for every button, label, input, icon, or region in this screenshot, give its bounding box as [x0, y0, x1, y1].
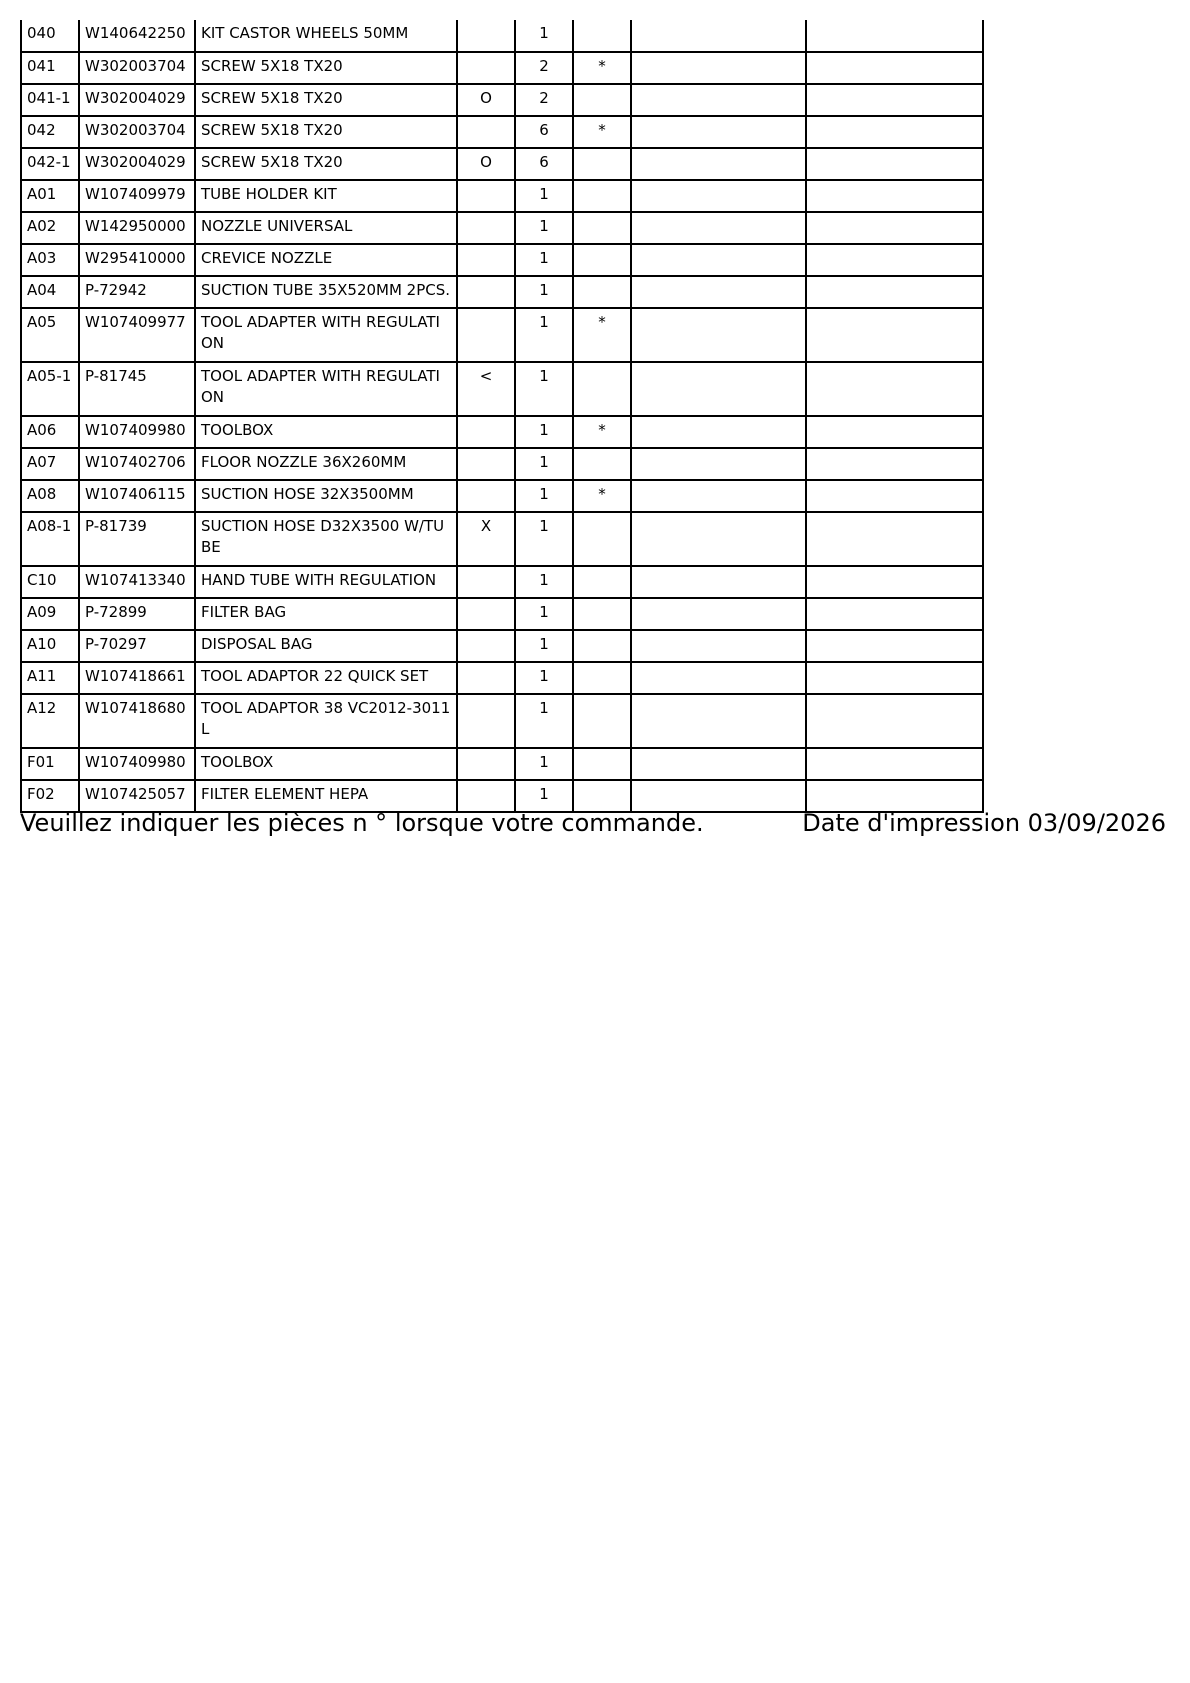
blank-cell-2 — [806, 116, 983, 148]
table-row — [21, 52, 983, 84]
marker-cell — [457, 630, 515, 662]
blank-cell-1 — [631, 52, 806, 84]
quantity-cell: 1 — [515, 180, 573, 212]
part-number-cell: P-72942 — [79, 276, 195, 308]
item-number-cell: 041-1 — [21, 84, 79, 116]
asterisk-cell — [573, 148, 631, 180]
asterisk-cell — [573, 630, 631, 662]
marker-cell: X — [457, 512, 515, 566]
marker-cell — [457, 20, 515, 52]
asterisk-cell — [573, 212, 631, 244]
quantity-cell: 2 — [515, 84, 573, 116]
description-cell: FLOOR NOZZLE 36X260MM — [195, 448, 457, 480]
description-cell: KIT CASTOR WHEELS 50MM — [195, 20, 457, 52]
blank-cell-1 — [631, 180, 806, 212]
blank-cell-2 — [806, 244, 983, 276]
blank-cell-2 — [806, 480, 983, 512]
item-number-cell: 040 — [21, 20, 79, 52]
item-number-cell: A11 — [21, 662, 79, 694]
blank-cell-2 — [806, 20, 983, 52]
item-number-cell: A07 — [21, 448, 79, 480]
asterisk-cell: * — [573, 308, 631, 362]
table-row — [21, 20, 983, 52]
item-number-cell: A05 — [21, 308, 79, 362]
item-number-cell: A06 — [21, 416, 79, 448]
blank-cell-2 — [806, 694, 983, 748]
marker-cell — [457, 180, 515, 212]
asterisk-cell — [573, 448, 631, 480]
item-number-cell: A02 — [21, 212, 79, 244]
description-cell: SCREW 5X18 TX20 — [195, 116, 457, 148]
part-number-cell: P-72899 — [79, 598, 195, 630]
asterisk-cell — [573, 598, 631, 630]
description-cell: TUBE HOLDER KIT — [195, 180, 457, 212]
blank-cell-1 — [631, 448, 806, 480]
item-number-cell: C10 — [21, 566, 79, 598]
marker-cell — [457, 748, 515, 780]
asterisk-cell — [573, 244, 631, 276]
blank-cell-1 — [631, 20, 806, 52]
quantity-cell: 6 — [515, 148, 573, 180]
blank-cell-1 — [631, 84, 806, 116]
description-cell: SUCTION TUBE 35X520MM 2PCS. — [195, 276, 457, 308]
part-number-cell: W107409980 — [79, 748, 195, 780]
marker-cell — [457, 116, 515, 148]
quantity-cell: 1 — [515, 416, 573, 448]
part-number-cell: W107425057 — [79, 780, 195, 812]
item-number-cell: 042 — [21, 116, 79, 148]
part-number-cell: W107409980 — [79, 416, 195, 448]
quantity-cell: 1 — [515, 630, 573, 662]
blank-cell-2 — [806, 630, 983, 662]
table-row — [21, 148, 983, 180]
item-number-cell: F01 — [21, 748, 79, 780]
item-number-cell: A12 — [21, 694, 79, 748]
description-cell: FILTER BAG — [195, 598, 457, 630]
blank-cell-1 — [631, 662, 806, 694]
blank-cell-2 — [806, 416, 983, 448]
item-number-cell: 042-1 — [21, 148, 79, 180]
description-cell: SUCTION HOSE D32X3500 W/TU BE — [195, 512, 457, 566]
marker-cell — [457, 598, 515, 630]
part-number-cell: P-81745 — [79, 362, 195, 416]
marker-cell — [457, 276, 515, 308]
table-row — [21, 276, 983, 308]
table-row — [21, 212, 983, 244]
blank-cell-2 — [806, 308, 983, 362]
quantity-cell: 6 — [515, 116, 573, 148]
quantity-cell: 2 — [515, 52, 573, 84]
item-number-cell: 041 — [21, 52, 79, 84]
description-cell: SCREW 5X18 TX20 — [195, 84, 457, 116]
table-row — [21, 362, 983, 416]
part-number-cell: W107418661 — [79, 662, 195, 694]
quantity-cell: 1 — [515, 780, 573, 812]
quantity-cell: 1 — [515, 694, 573, 748]
blank-cell-1 — [631, 212, 806, 244]
part-number-cell: W302003704 — [79, 52, 195, 84]
item-number-cell: A09 — [21, 598, 79, 630]
marker-cell — [457, 448, 515, 480]
asterisk-cell — [573, 84, 631, 116]
description-cell: HAND TUBE WITH REGULATION — [195, 566, 457, 598]
asterisk-cell — [573, 20, 631, 52]
table-row — [21, 244, 983, 276]
blank-cell-2 — [806, 52, 983, 84]
blank-cell-1 — [631, 244, 806, 276]
item-number-cell: A05-1 — [21, 362, 79, 416]
description-cell: TOOLBOX — [195, 416, 457, 448]
description-cell: TOOL ADAPTOR 22 QUICK SET — [195, 662, 457, 694]
marker-cell — [457, 308, 515, 362]
blank-cell-2 — [806, 448, 983, 480]
blank-cell-2 — [806, 180, 983, 212]
blank-cell-1 — [631, 630, 806, 662]
description-cell: TOOL ADAPTER WITH REGULATI ON — [195, 308, 457, 362]
blank-cell-1 — [631, 362, 806, 416]
marker-cell — [457, 212, 515, 244]
part-number-cell: W107402706 — [79, 448, 195, 480]
blank-cell-2 — [806, 148, 983, 180]
asterisk-cell — [573, 512, 631, 566]
part-number-cell: W142950000 — [79, 212, 195, 244]
blank-cell-1 — [631, 148, 806, 180]
table-row — [21, 694, 983, 748]
blank-cell-1 — [631, 276, 806, 308]
marker-cell: < — [457, 362, 515, 416]
part-number-cell: W107413340 — [79, 566, 195, 598]
asterisk-cell — [573, 748, 631, 780]
asterisk-cell — [573, 276, 631, 308]
asterisk-cell — [573, 694, 631, 748]
item-number-cell: A03 — [21, 244, 79, 276]
table-row — [21, 630, 983, 662]
blank-cell-2 — [806, 512, 983, 566]
table-row — [21, 662, 983, 694]
blank-cell-1 — [631, 308, 806, 362]
description-cell: TOOL ADAPTOR 38 VC2012-3011 L — [195, 694, 457, 748]
asterisk-cell — [573, 566, 631, 598]
description-cell: TOOLBOX — [195, 748, 457, 780]
quantity-cell: 1 — [515, 20, 573, 52]
quantity-cell: 1 — [515, 566, 573, 598]
footer-print-date: Date d'impression 03/09/2026 — [802, 809, 1166, 837]
part-number-cell: W302004029 — [79, 148, 195, 180]
description-cell: SCREW 5X18 TX20 — [195, 52, 457, 84]
blank-cell-2 — [806, 598, 983, 630]
table-row — [21, 116, 983, 148]
blank-cell-1 — [631, 416, 806, 448]
blank-cell-2 — [806, 212, 983, 244]
description-cell: NOZZLE UNIVERSAL — [195, 212, 457, 244]
description-cell: SCREW 5X18 TX20 — [195, 148, 457, 180]
parts-table — [20, 20, 984, 813]
table-row — [21, 84, 983, 116]
asterisk-cell: * — [573, 52, 631, 84]
description-cell: FILTER ELEMENT HEPA — [195, 780, 457, 812]
quantity-cell: 1 — [515, 598, 573, 630]
part-number-cell: W107418680 — [79, 694, 195, 748]
marker-cell — [457, 52, 515, 84]
part-number-cell: W107409977 — [79, 308, 195, 362]
quantity-cell: 1 — [515, 512, 573, 566]
asterisk-cell — [573, 180, 631, 212]
table-row — [21, 512, 983, 566]
table-row — [21, 480, 983, 512]
blank-cell-1 — [631, 116, 806, 148]
blank-cell-1 — [631, 598, 806, 630]
blank-cell-1 — [631, 512, 806, 566]
table-row — [21, 416, 983, 448]
marker-cell: O — [457, 148, 515, 180]
item-number-cell: A08-1 — [21, 512, 79, 566]
description-cell: TOOL ADAPTER WITH REGULATI ON — [195, 362, 457, 416]
asterisk-cell: * — [573, 416, 631, 448]
quantity-cell: 1 — [515, 480, 573, 512]
item-number-cell: F02 — [21, 780, 79, 812]
blank-cell-2 — [806, 566, 983, 598]
description-cell: SUCTION HOSE 32X3500MM — [195, 480, 457, 512]
marker-cell: O — [457, 84, 515, 116]
blank-cell-1 — [631, 694, 806, 748]
part-number-cell: W140642250 — [79, 20, 195, 52]
quantity-cell: 1 — [515, 308, 573, 362]
table-row — [21, 598, 983, 630]
description-cell: DISPOSAL BAG — [195, 630, 457, 662]
part-number-cell: W302004029 — [79, 84, 195, 116]
part-number-cell: W107406115 — [79, 480, 195, 512]
asterisk-cell — [573, 362, 631, 416]
part-number-cell: P-81739 — [79, 512, 195, 566]
marker-cell — [457, 416, 515, 448]
item-number-cell: A01 — [21, 180, 79, 212]
item-number-cell: A10 — [21, 630, 79, 662]
blank-cell-2 — [806, 362, 983, 416]
quantity-cell: 1 — [515, 362, 573, 416]
description-cell: CREVICE NOZZLE — [195, 244, 457, 276]
blank-cell-1 — [631, 748, 806, 780]
part-number-cell: P-70297 — [79, 630, 195, 662]
blank-cell-2 — [806, 662, 983, 694]
marker-cell — [457, 244, 515, 276]
footer-order-note: Veuillez indiquer les pièces n ° lorsque votre commande. — [20, 809, 704, 837]
part-number-cell: W107409979 — [79, 180, 195, 212]
blank-cell-1 — [631, 566, 806, 598]
blank-cell-2 — [806, 748, 983, 780]
item-number-cell: A08 — [21, 480, 79, 512]
part-number-cell: W302003704 — [79, 116, 195, 148]
item-number-cell: A04 — [21, 276, 79, 308]
asterisk-cell — [573, 662, 631, 694]
quantity-cell: 1 — [515, 448, 573, 480]
table-row — [21, 748, 983, 780]
quantity-cell: 1 — [515, 276, 573, 308]
blank-cell-1 — [631, 480, 806, 512]
marker-cell — [457, 662, 515, 694]
part-number-cell: W295410000 — [79, 244, 195, 276]
table-row — [21, 180, 983, 212]
blank-cell-2 — [806, 276, 983, 308]
quantity-cell: 1 — [515, 748, 573, 780]
table-row — [21, 566, 983, 598]
marker-cell — [457, 566, 515, 598]
marker-cell — [457, 480, 515, 512]
quantity-cell: 1 — [515, 244, 573, 276]
marker-cell — [457, 694, 515, 748]
blank-cell-2 — [806, 84, 983, 116]
quantity-cell: 1 — [515, 662, 573, 694]
quantity-cell: 1 — [515, 212, 573, 244]
asterisk-cell: * — [573, 116, 631, 148]
table-row — [21, 308, 983, 362]
asterisk-cell: * — [573, 480, 631, 512]
table-row — [21, 448, 983, 480]
